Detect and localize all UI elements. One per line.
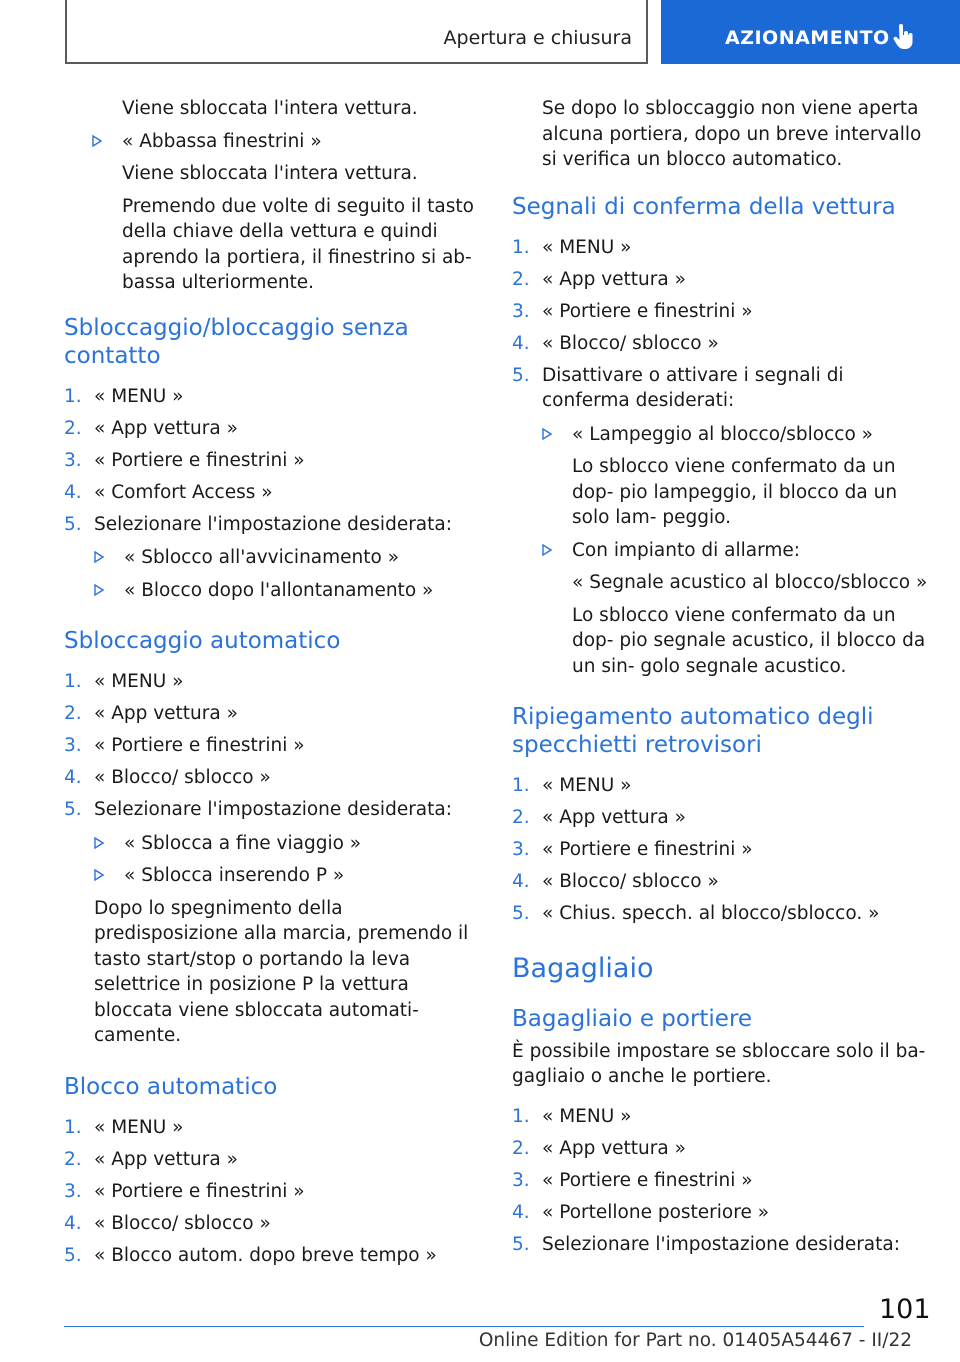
list-text: « Portiere e finestrini » bbox=[542, 839, 753, 860]
list-number: 3. bbox=[512, 839, 530, 860]
list-item bbox=[94, 863, 480, 889]
intro-text: Viene sbloccata l'intera vettura. bbox=[122, 98, 418, 119]
list-number: 1. bbox=[512, 775, 530, 796]
list-item bbox=[92, 129, 480, 296]
list-text: « Portellone posteriore » bbox=[542, 1201, 770, 1223]
list-text: « Portiere e finestrini » bbox=[542, 300, 753, 322]
triangle-right-icon bbox=[94, 837, 104, 849]
bullet-subtext: Lo sblocco viene confermato da un dop‐ pio lampeggio, il blocco da un solo lam‐ peggio. bbox=[572, 456, 898, 528]
list-text: « Blocco/ sblocco » bbox=[94, 1212, 271, 1234]
triangle-right-icon bbox=[542, 544, 552, 556]
bullet-list bbox=[94, 545, 480, 603]
right-column bbox=[512, 96, 932, 1264]
list-item bbox=[94, 831, 480, 857]
triangle-right-icon bbox=[94, 584, 104, 596]
list-number: 1. bbox=[64, 671, 82, 692]
list-text: « App vettura » bbox=[542, 268, 686, 290]
list-number: 3. bbox=[64, 449, 82, 471]
note-text: Dopo lo spegnimento della predisposizione alla marcia, premendo il tasto start/stop o portando la leva selettrice in posizione P la vettura bloccata viene sbloccata automati‐ camente. bbox=[94, 897, 469, 1046]
list-number: 3. bbox=[64, 735, 82, 756]
numbered-list bbox=[512, 773, 932, 927]
section-heading: Bagagliaio e portiere bbox=[512, 1005, 753, 1032]
list-text: Disattivare o attivare i segnali di conferma desiderati: bbox=[542, 364, 844, 411]
list-item bbox=[512, 901, 932, 927]
list-text: « MENU » bbox=[94, 385, 184, 407]
list-item bbox=[64, 416, 480, 442]
list-number: 4. bbox=[64, 1212, 82, 1234]
list-text: « Blocco/ sblocco » bbox=[542, 332, 719, 354]
bullet-text: « Sblocca inserendo P » bbox=[124, 865, 345, 886]
bullet-list bbox=[542, 422, 932, 680]
bullet-text: « Sblocca a fine viaggio » bbox=[124, 832, 362, 854]
section-heading: Blocco automatico bbox=[64, 1073, 278, 1100]
list-number: 4. bbox=[512, 1201, 530, 1223]
list-number: 5. bbox=[512, 364, 530, 386]
header-tab bbox=[661, 0, 960, 64]
list-number: 1. bbox=[512, 236, 530, 258]
header-section-title: Apertura e chiusura bbox=[443, 27, 632, 49]
list-item bbox=[64, 733, 480, 759]
list-number: 5. bbox=[64, 799, 82, 820]
list-number: 2. bbox=[512, 268, 530, 290]
numbered-list bbox=[512, 235, 932, 680]
list-item bbox=[512, 363, 932, 680]
list-text: « App vettura » bbox=[542, 1137, 686, 1159]
section-heading: Ripiegamento automatico degli specchietti retrovisori bbox=[512, 704, 874, 758]
list-item bbox=[542, 422, 932, 531]
section-heading: Segnali di conferma della vettura bbox=[512, 193, 896, 220]
list-text: « MENU » bbox=[542, 236, 632, 258]
list-item bbox=[64, 1211, 480, 1237]
list-item bbox=[512, 331, 932, 357]
list-item bbox=[512, 299, 932, 325]
triangle-right-icon bbox=[94, 869, 104, 881]
list-text: « Portiere e finestrini » bbox=[94, 735, 305, 756]
list-text: Selezionare l'impostazione desiderata: bbox=[94, 799, 452, 820]
page-number: 101 bbox=[879, 1294, 931, 1325]
list-item bbox=[64, 1115, 480, 1141]
triangle-right-icon bbox=[92, 135, 102, 147]
list-text: « MENU » bbox=[542, 775, 632, 796]
list-item bbox=[64, 384, 480, 410]
list-text: Selezionare l'impostazione desiderata: bbox=[542, 1233, 900, 1255]
list-text: « Portiere e finestrini » bbox=[94, 1180, 305, 1202]
list-item bbox=[64, 765, 480, 791]
list-number: 2. bbox=[64, 1148, 82, 1170]
list-text: « App vettura » bbox=[94, 417, 238, 439]
list-number: 1. bbox=[64, 385, 82, 407]
list-number: 4. bbox=[512, 332, 530, 354]
list-text: « Portiere e finestrini » bbox=[94, 449, 305, 471]
list-item bbox=[512, 1104, 932, 1130]
numbered-list bbox=[64, 384, 480, 604]
bullet-subtext: Premendo due volte di seguito il tasto della chiave della vettura e quindi aprendo la portiera, il finestrino si ab‐ bassa ulteriormente. bbox=[122, 195, 474, 293]
list-number: 1. bbox=[512, 1105, 530, 1127]
header-tab-label: AZIONAMENTO bbox=[725, 27, 890, 49]
bullet-text: Con impianto di allarme: bbox=[572, 539, 801, 561]
list-text: « Comfort Access » bbox=[94, 481, 273, 503]
bullet-subtext: Lo sblocco viene confermato da un dop‐ pio segnale acustico, il blocco da un sin‐ golo segnale acustico. bbox=[572, 604, 926, 677]
list-number: 4. bbox=[512, 871, 530, 892]
list-text: « Blocco/ sblocco » bbox=[94, 767, 271, 788]
list-item bbox=[64, 701, 480, 727]
numbered-list bbox=[512, 1104, 932, 1258]
list-text: « Blocco autom. dopo breve tempo » bbox=[94, 1244, 437, 1266]
list-item bbox=[64, 797, 480, 1049]
list-number: 4. bbox=[64, 481, 82, 503]
section-intro: È possibile impostare se sbloccare solo il ba‐ gagliaio o anche le portiere. bbox=[512, 1040, 926, 1087]
numbered-list bbox=[64, 669, 480, 1049]
list-text: « App vettura » bbox=[94, 703, 238, 724]
list-item bbox=[512, 773, 932, 799]
list-item bbox=[512, 267, 932, 293]
intro-text: Se dopo lo sbloccaggio non viene aperta alcuna portiera, dopo un breve intervallo si verifica un blocco automatico. bbox=[542, 98, 922, 170]
list-text: « Chius. specch. al blocco/sblocco. » bbox=[542, 903, 880, 924]
list-number: 4. bbox=[64, 767, 82, 788]
list-item bbox=[542, 538, 932, 680]
list-number: 5. bbox=[512, 1233, 530, 1255]
list-number: 2. bbox=[512, 807, 530, 828]
list-item bbox=[512, 869, 932, 895]
triangle-right-icon bbox=[94, 551, 104, 563]
list-number: 2. bbox=[64, 703, 82, 724]
section-heading: Sbloccaggio/bloccaggio senza contatto bbox=[64, 314, 409, 369]
chapter-heading: Bagagliaio bbox=[512, 952, 654, 984]
bullet-list bbox=[94, 831, 480, 889]
footer-edition: Online Edition for Part no. 01405A54467 - II/22 bbox=[478, 1330, 912, 1351]
list-item bbox=[512, 805, 932, 831]
list-item bbox=[94, 578, 480, 604]
bullet-text: « Sblocco all'avvicinamento » bbox=[124, 547, 400, 568]
list-text: « Blocco/ sblocco » bbox=[542, 871, 719, 892]
list-item bbox=[512, 837, 932, 863]
bullet-text: « Abbassa finestrini » bbox=[122, 130, 322, 152]
list-text: « Portiere e finestrini » bbox=[542, 1169, 753, 1191]
list-item bbox=[94, 545, 480, 571]
list-item bbox=[64, 512, 480, 604]
left-column bbox=[64, 96, 480, 1275]
list-item bbox=[512, 1168, 932, 1194]
list-number: 3. bbox=[512, 1169, 530, 1191]
list-item bbox=[64, 1243, 480, 1269]
list-number: 3. bbox=[64, 1180, 82, 1202]
bullet-subtext: Viene sbloccata l'intera vettura. bbox=[122, 163, 418, 184]
section-heading: Sbloccaggio automatico bbox=[64, 628, 341, 654]
list-item bbox=[64, 669, 480, 695]
list-number: 2. bbox=[512, 1137, 530, 1159]
list-text: « MENU » bbox=[94, 1116, 184, 1138]
list-item bbox=[64, 448, 480, 474]
hand-pointer-icon bbox=[893, 24, 915, 50]
list-number: 2. bbox=[64, 417, 82, 439]
numbered-list bbox=[64, 1115, 480, 1269]
list-text: « App vettura » bbox=[94, 1148, 238, 1170]
list-number: 5. bbox=[64, 1244, 82, 1266]
list-number: 5. bbox=[512, 903, 530, 924]
list-item bbox=[512, 1232, 932, 1258]
bullet-text: « Blocco dopo l'allontanamento » bbox=[124, 579, 434, 601]
list-text: « MENU » bbox=[94, 671, 184, 692]
list-number: 1. bbox=[64, 1116, 82, 1138]
list-item bbox=[512, 235, 932, 261]
bullet-text: « Lampeggio al blocco/sblocco » bbox=[572, 423, 873, 445]
list-item bbox=[64, 1179, 480, 1205]
triangle-right-icon bbox=[542, 428, 552, 440]
list-number: 5. bbox=[64, 513, 82, 535]
list-text: Selezionare l'impostazione desiderata: bbox=[94, 513, 452, 535]
list-item bbox=[64, 1147, 480, 1173]
list-item bbox=[512, 1200, 932, 1226]
list-item bbox=[64, 480, 480, 506]
bullet-subtext: « Segnale acustico al blocco/sblocco » bbox=[572, 572, 928, 593]
list-text: « MENU » bbox=[542, 1105, 632, 1127]
header-section-box bbox=[65, 0, 648, 64]
bullet-list bbox=[64, 129, 480, 296]
list-item bbox=[512, 1136, 932, 1162]
footer-divider bbox=[64, 1326, 864, 1327]
list-number: 3. bbox=[512, 300, 530, 322]
list-text: « App vettura » bbox=[542, 807, 686, 828]
